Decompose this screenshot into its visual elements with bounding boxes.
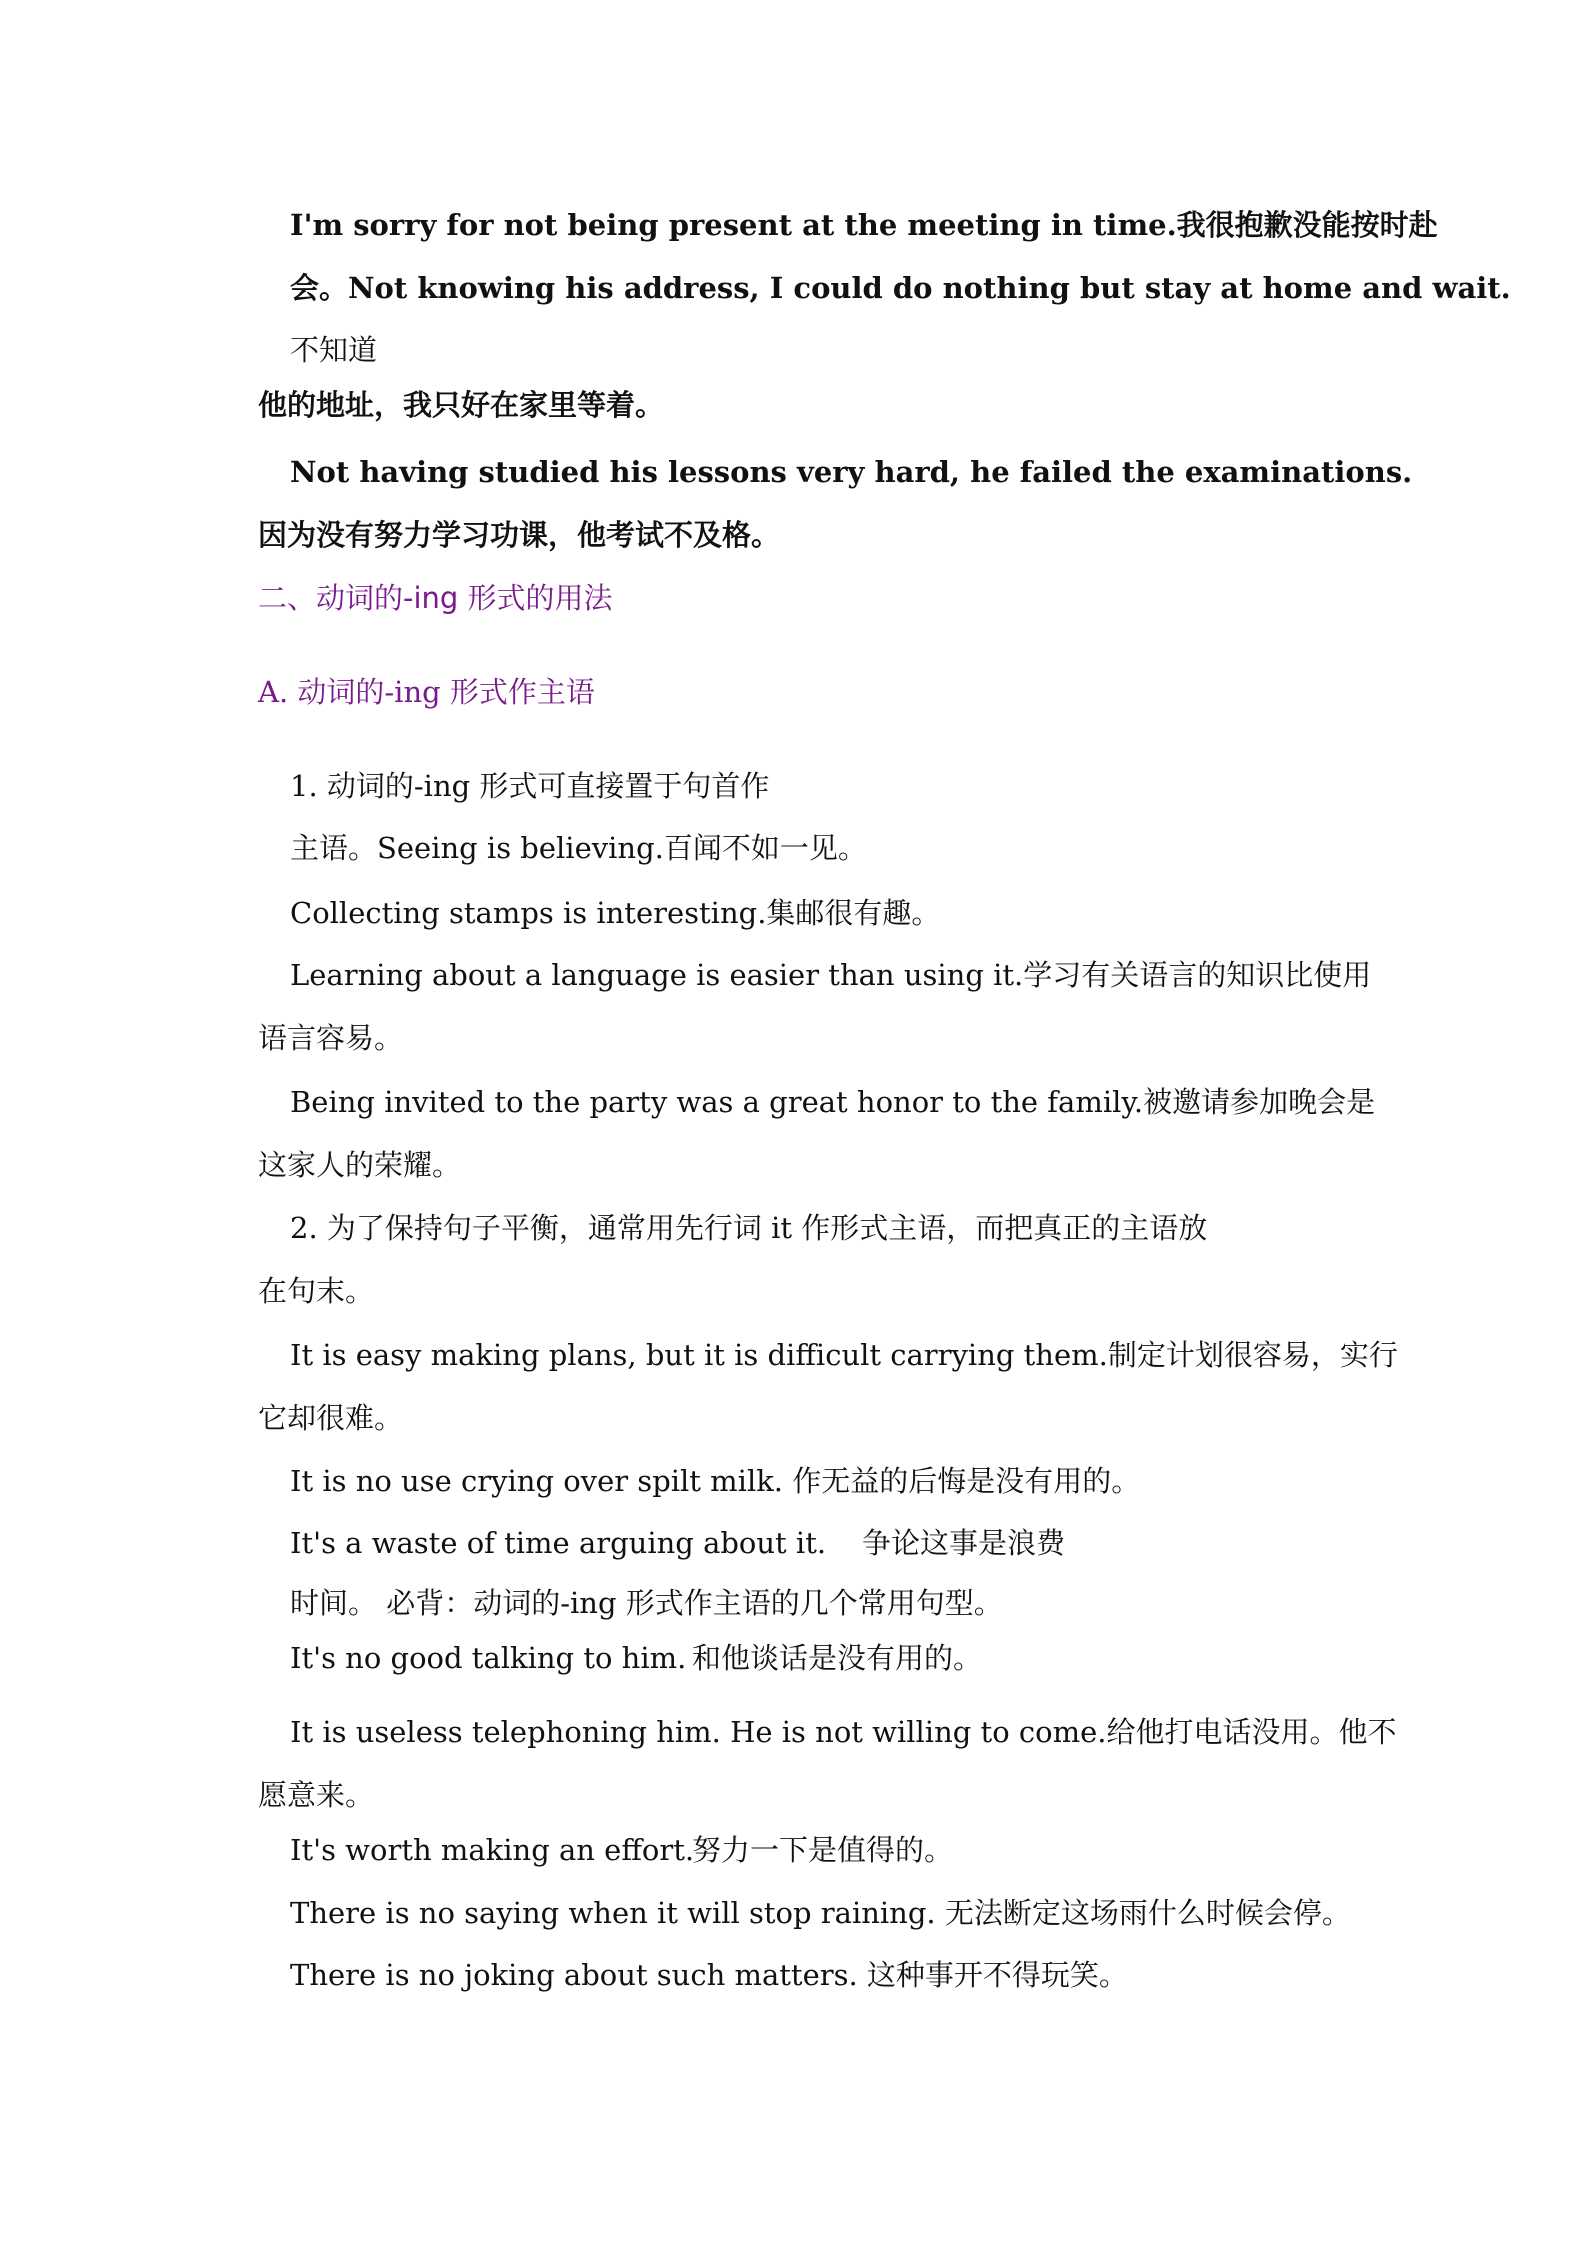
translation-useless: 愿意来。: [258, 1778, 375, 1812]
subsection-heading: A. 动词的-ing 形式作主语: [258, 675, 595, 709]
example-worth: It's worth making an effort.: [290, 1833, 695, 1867]
translation-not-having: 因为没有努力学习功课，他考试不及格。: [258, 518, 781, 552]
translation-address: 他的地址，我只好在家里等着。: [258, 388, 665, 422]
translation-no-good: 和他谈话是没有用的。: [692, 1641, 983, 1675]
example-useless: It is useless telephoning him. He is not willing to come.给他打电话没用。他不: [290, 1715, 1397, 1749]
translation-worth: 努力一下是值得的。: [692, 1833, 954, 1867]
example-easy-plans: It is easy making plans, but it is difficult carrying them.制定计划很容易，实行: [290, 1338, 1398, 1372]
example-not-having: Not having studied his lessons very hard, he failed the examinations.: [290, 455, 1413, 489]
example-being-invited: Being invited to the party was a great honor to the family.被邀请参加晚会是: [290, 1085, 1376, 1119]
rule-1: 1. 动词的-ing 形式可直接置于句首作: [290, 769, 770, 803]
translation-learning: 语言容易。: [258, 1021, 404, 1055]
example-no-joking: There is no joking about such matters. 这种事开不得玩笑。: [290, 1958, 1128, 1992]
rule-2-continued: 在句末。: [258, 1274, 375, 1308]
translation-being-invited: 这家人的荣耀。: [258, 1148, 462, 1182]
example-no-use: It is no use crying over spilt milk. 作无益的后悔是没有用的。: [290, 1464, 1141, 1498]
example-learning: Learning about a language is easier than using it.学习有关语言的知识比使用: [290, 958, 1372, 992]
example-not-knowing: 会。Not knowing his address, I could do nothing but stay at home and wait.: [290, 271, 1511, 305]
example-no-good: It's no good talking to him.: [290, 1641, 687, 1675]
must-memorize-note: 时间。 必背：动词的-ing 形式作主语的几个常用句型。: [290, 1586, 1003, 1620]
example-no-saying: There is no saying when it will stop raining. 无法断定这场雨什么时候会停。: [290, 1896, 1351, 1930]
translation-waste-of-time: 争论这事是浪费: [862, 1526, 1066, 1560]
rule-2: 2. 为了保持句子平衡，通常用先行词 it 作形式主语，而把真正的主语放: [290, 1211, 1208, 1245]
example-waste-of-time: It's a waste of time arguing about it.: [290, 1526, 827, 1560]
section-heading: 二、动词的-ing 形式的用法: [258, 581, 613, 615]
translation-easy-plans: 它却很难。: [258, 1401, 404, 1435]
example-collecting: Collecting stamps is interesting.集邮很有趣。: [290, 896, 941, 930]
example-seeing: 主语。Seeing is believing.百闻不如一见。: [290, 831, 867, 865]
translation-fragment: 不知道: [290, 333, 378, 367]
example-sorry: I'm sorry for not being present at the meeting in time.我很抱歉没能按时赴: [290, 208, 1438, 242]
